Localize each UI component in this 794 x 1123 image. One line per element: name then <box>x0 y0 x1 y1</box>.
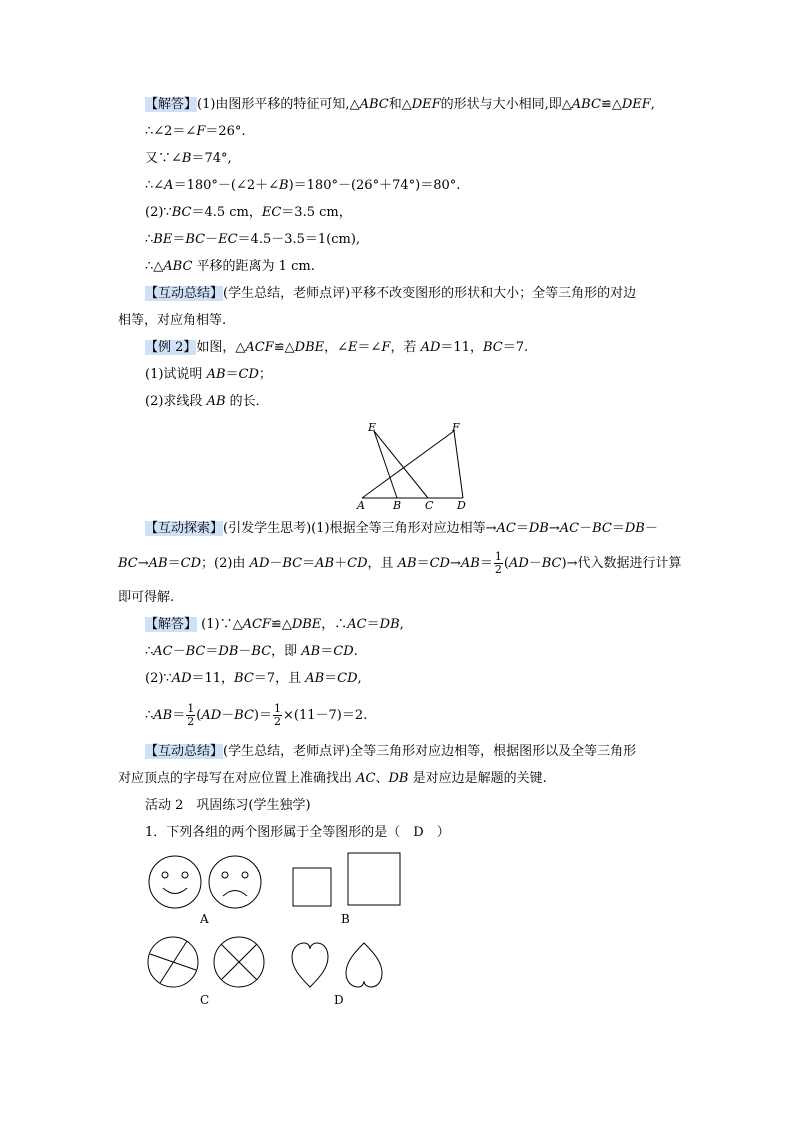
line-eb <box>374 431 397 498</box>
solution-2-line-4: ∴AB＝ $\frac{1}{2}$ (AD－BC)＝ $\frac{1}{2}$ ×(11－7)＝2. <box>145 702 368 728</box>
solution-1-line-6: ∴BE＝BC－EC＝4.5－3.5＝1(cm), <box>145 232 361 247</box>
inverted-heart-icon <box>346 943 382 987</box>
example-2-question-1: (1)试说明 AB＝CD； <box>145 367 272 382</box>
circle-x-icon <box>214 937 264 987</box>
summary-1-line-2: 相等，对应角相等. <box>118 313 227 328</box>
solution-1-line-1: 【解答】(1)由图形平移的特征可知,△ABC和△DEF的形状与大小相同,即△ABC≌△DEF, <box>145 97 655 112</box>
summary-2-line-1: 【互动总结】(学生总结，老师点评)全等三角形对应边相等，根据图形以及全等三角形 <box>145 744 637 759</box>
fraction-half-2: $\frac{1}{2}$ <box>273 702 281 728</box>
summary-1-line-1: 【互动总结】(学生总结，老师点评)平移不改变图形的形状和大小；全等三角形的对边 <box>145 286 637 301</box>
label-e: E <box>368 421 377 434</box>
example-2-question-2: (2)求线段 AB 的长． <box>145 394 269 409</box>
summary-tag: 【互动总结】 <box>145 286 224 301</box>
option-a-label: A <box>200 912 209 926</box>
option-c-crossed-circles <box>145 935 270 991</box>
fraction-half-1: $\frac{1}{2}$ <box>187 702 195 728</box>
solution-tag: 【解答】 <box>145 97 198 112</box>
example-2-statement: 【例 2】如图，△ACF≌△DBE，∠E＝∠F，若 AD＝11，BC＝7. <box>145 340 529 355</box>
smiley-face-icon <box>149 856 201 908</box>
label-a: A <box>357 499 365 512</box>
sad-face-icon <box>209 856 261 908</box>
label-d: D <box>457 499 466 512</box>
option-d-hearts <box>292 940 387 992</box>
solution-1-line-4: ∴∠A＝180°－(∠2＋∠B)＝180°－(26°＋74°)＝80°. <box>145 178 461 193</box>
circle-cross-icon <box>148 937 198 987</box>
example-tag: 【例 2】 <box>145 340 197 355</box>
small-square-icon <box>293 868 331 906</box>
option-b-squares <box>290 850 405 908</box>
summary-2-line-2: 对应顶点的字母写在对应位置上准确找出 AC、DB 是对应边是解题的关键. <box>118 771 547 786</box>
option-d-label: D <box>334 993 344 1007</box>
label-f: F <box>452 421 460 434</box>
exercise-1-question: 1．下列各组的两个图形属于全等图形的是（ D ） <box>145 825 450 840</box>
solution-1-line-7: ∴△ABC 平移的距离为 1 cm. <box>145 259 315 274</box>
exploration-line-3: 即可得解. <box>118 590 175 605</box>
exploration-tag: 【互动探索】 <box>145 521 224 536</box>
solution-2-line-3: (2)∵AD＝11，BC＝7，且 AB＝CD, <box>145 671 362 686</box>
solution-2-line-1: 【解答】 (1)∵△ACF≌△DBE，∴AC＝DB, <box>145 617 404 632</box>
solution-1-line-2: ∴∠2＝∠F＝26°. <box>145 124 246 139</box>
solution-tag: 【解答】 <box>145 617 198 632</box>
solution-1-line-5: (2)∵BC＝4.5 cm，EC＝3.5 cm， <box>145 205 352 220</box>
label-c: C <box>425 499 434 512</box>
option-b-label: B <box>341 912 350 926</box>
exploration-line-2: BC→AB＝CD；(2)由 AD－BC＝AB＋CD，且 AB＝CD→AB＝ $\frac{1}{2}$ (AD－BC)→代入数据进行计算 <box>118 550 682 576</box>
exploration-line-1: 【互动探索】(引发学生思考)(1)根据全等三角形对应边相等→AC＝DB→AC－BC＝DB－ <box>145 521 658 536</box>
summary-tag: 【互动总结】 <box>145 744 224 759</box>
large-square-icon <box>348 853 400 905</box>
activity-2-heading: 活动 2 巩固练习(学生独学) <box>145 798 311 813</box>
option-a-smiley-faces <box>145 855 265 911</box>
solution-1-line-3: 又∵∠B＝74°, <box>145 151 232 166</box>
fraction-half: $\frac{1}{2}$ <box>494 550 502 576</box>
heart-icon <box>292 943 328 987</box>
solution-2-line-2: ∴AC－BC＝DB－BC，即 AB＝CD. <box>145 644 358 659</box>
option-c-label: C <box>200 993 210 1007</box>
label-b: B <box>393 499 402 512</box>
line-fd <box>454 431 463 498</box>
line-ec <box>374 431 428 498</box>
line-fa <box>362 431 454 498</box>
